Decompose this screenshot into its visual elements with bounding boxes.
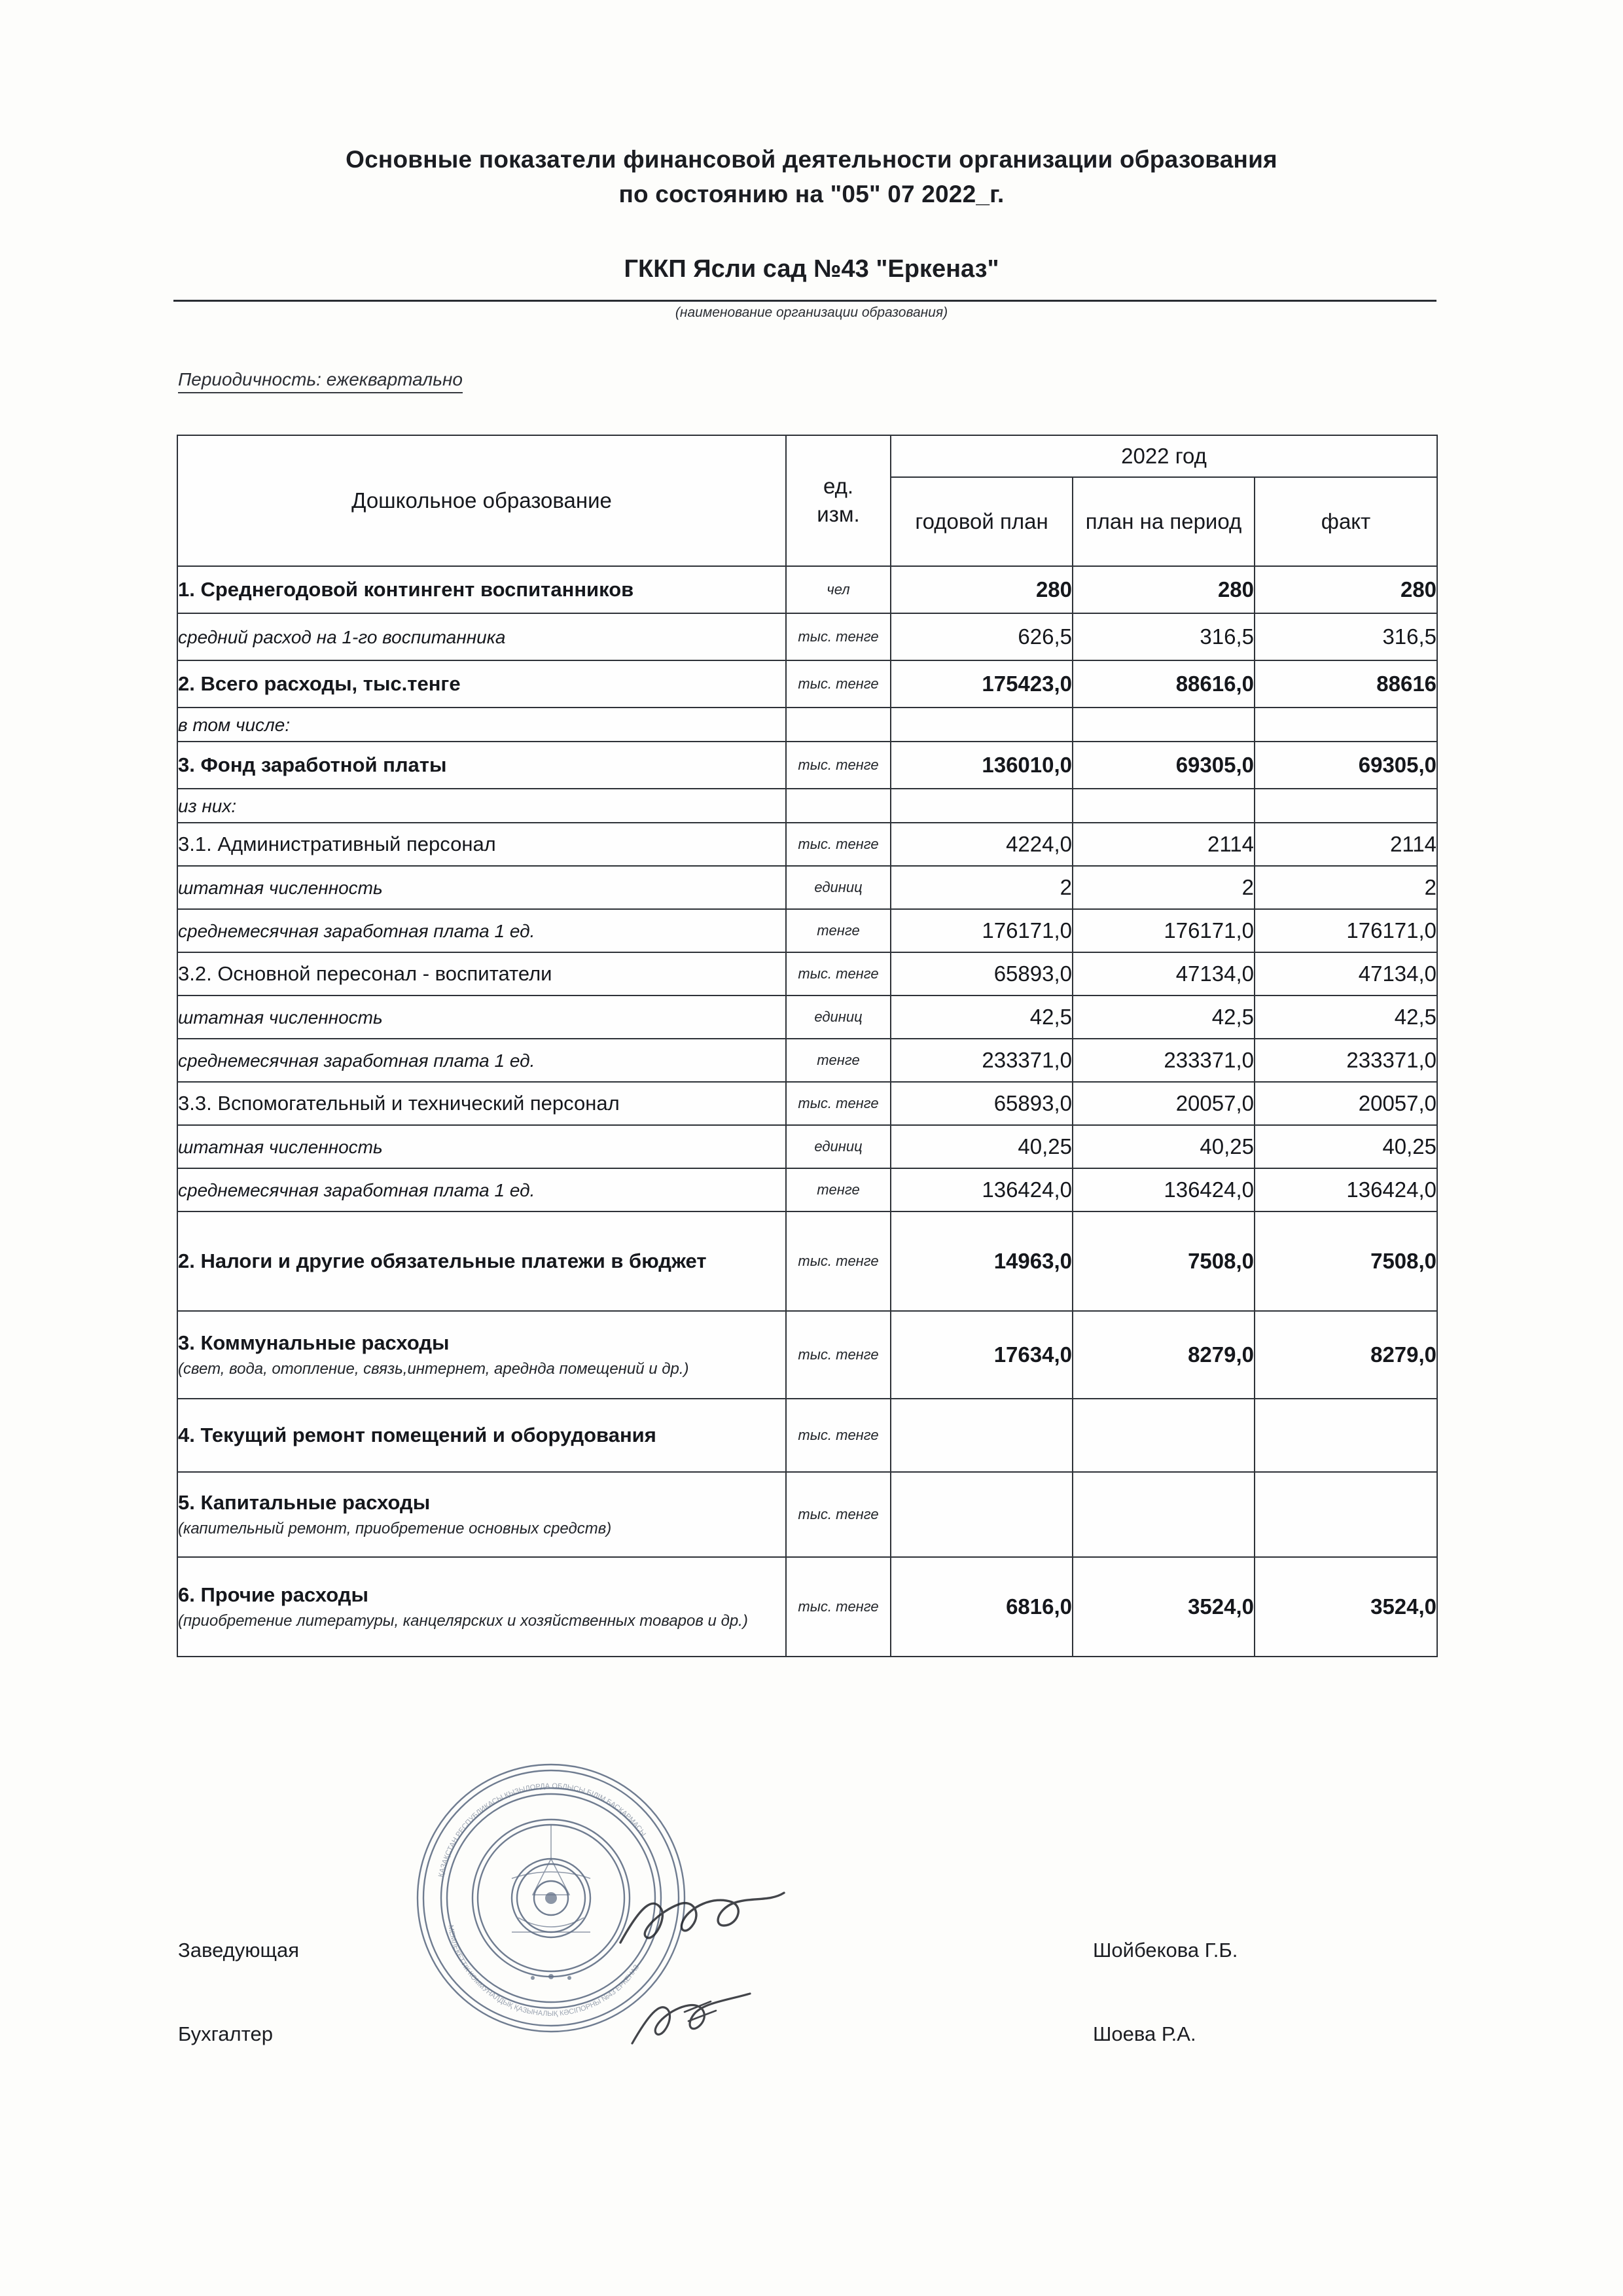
row-period-plan-cell: 40,25 [1073,1125,1255,1168]
column-header-unit-line1: ед. [823,474,854,499]
table-row [177,660,1437,708]
row-label-cell: 1. Среднегодовой контингент воспитанников [177,566,786,613]
financial-indicators-table [177,435,1438,1657]
row-label-cell: среднемесячная заработная плата 1 ед. [177,1039,786,1082]
row-label-cell: 3.2. Основной пересонал - воспитатели [177,952,786,996]
row-label-cell: в том числе: [177,708,786,742]
row-period-plan-cell: 8279,0 [1073,1311,1255,1399]
row-unit-cell: тенге [786,909,891,952]
row-year-plan-cell: 175423,0 [891,660,1073,708]
row-year-plan-cell [891,789,1073,823]
row-period-plan-cell: 233371,0 [1073,1039,1255,1082]
document-header [0,143,1623,211]
row-label-cell: 2. Налоги и другие обязательные платежи в бюджет [177,1211,786,1311]
row-year-plan-cell: 40,25 [891,1125,1073,1168]
row-fact-cell: 136424,0 [1255,1168,1437,1211]
row-fact-cell: 280 [1255,566,1437,613]
row-period-plan-cell: 3524,0 [1073,1557,1255,1657]
row-fact-cell: 42,5 [1255,996,1437,1039]
row-fact-cell: 7508,0 [1255,1211,1437,1311]
official-seal-stamp [414,1761,688,2036]
row-period-plan-cell: 136424,0 [1073,1168,1255,1211]
row-year-plan-cell: 280 [891,566,1073,613]
row-label-cell: 3. Коммунальные расходы (свет, вода, отопление, связь,интернет, аредндa помещений и др.) [177,1311,786,1399]
table-row [177,742,1437,789]
row-unit-cell: тыс. тенге [786,952,891,996]
row-unit-cell: тыс. тенге [786,1557,891,1657]
row-fact-cell [1255,1399,1437,1472]
table-row [177,1211,1437,1311]
row-period-plan-cell: 69305,0 [1073,742,1255,789]
table-header-row-top [177,435,1437,477]
row-unit-cell [786,708,891,742]
row-period-plan-cell [1073,1399,1255,1472]
table-head [177,435,1437,566]
row-period-plan-cell [1073,708,1255,742]
row-period-plan-cell: 88616,0 [1073,660,1255,708]
row-fact-cell: 8279,0 [1255,1311,1437,1399]
row-year-plan-cell: 233371,0 [891,1039,1073,1082]
row-fact-cell [1255,708,1437,742]
row-year-plan-cell [891,1472,1073,1557]
row-fact-cell: 316,5 [1255,613,1437,660]
row-year-plan-cell: 42,5 [891,996,1073,1039]
row-year-plan-cell: 2 [891,866,1073,909]
row-period-plan-cell: 47134,0 [1073,952,1255,996]
row-unit-cell: тыс. тенге [786,1211,891,1311]
row-period-plan-cell: 2114 [1073,823,1255,866]
table-row [177,789,1437,823]
row-fact-cell: 40,25 [1255,1125,1437,1168]
row-label-cell: 6. Прочие расходы (приобретение литературы, канцелярских и хозяйственных товаров и др.) [177,1557,786,1657]
column-header-year: 2022 год [891,435,1437,477]
column-header-year-plan: годовой план [891,477,1073,566]
column-header-fact: факт [1255,477,1437,566]
row-period-plan-cell: 316,5 [1073,613,1255,660]
row-label-note: (приобретение литературы, канцелярских и хозяйственных товаров и др.) [178,1612,748,1630]
row-unit-cell: единиц [786,996,891,1039]
svg-text:МЕМЛЕКЕТТІК КОММУНАЛДЫҚ ҚАЗЫНА: МЕМЛЕКЕТТІК КОММУНАЛДЫҚ ҚАЗЫНАЛЫҚ КӘСІПОРНЫ №43 ЕРКЕНАЗ [446,1924,641,2018]
signature-name-head: Шойбекова Г.Б. [1093,1939,1238,1962]
row-label-cell: штатная численность [177,866,786,909]
row-label-cell: 3. Фонд заработной платы [177,742,786,789]
column-header-period-plan: план на период [1073,477,1255,566]
row-label-cell: штатная численность [177,1125,786,1168]
row-label-note: (капительный ремонт, приобретение основных средств) [178,1520,612,1538]
table-row [177,952,1437,996]
row-period-plan-cell: 20057,0 [1073,1082,1255,1125]
svg-text:ҚАЗАҚСТАН РЕСПУБЛИКАСЫ ҚЫЗЫЛОР: ҚАЗАҚСТАН РЕСПУБЛИКАСЫ ҚЫЗЫЛОРДА ОБЛЫСЫ БІЛІМ БАСҚАРМАСЫ [437,1782,647,1878]
row-unit-cell: тыс. тенге [786,660,891,708]
row-period-plan-cell: 176171,0 [1073,909,1255,952]
row-unit-cell: тыс. тенге [786,1472,891,1557]
row-unit-cell: тыс. тенге [786,1399,891,1472]
row-label-cell: среднемесячная заработная плата 1 ед. [177,1168,786,1211]
row-unit-cell: единиц [786,866,891,909]
table-row [177,823,1437,866]
row-fact-cell: 88616 [1255,660,1437,708]
row-period-plan-cell [1073,789,1255,823]
financial-table-wrapper [177,435,1436,1657]
row-fact-cell: 176171,0 [1255,909,1437,952]
document-title-line-1: Основные показатели финансовой деятельности организации образования [346,146,1277,173]
table-row [177,1039,1437,1082]
signature-role-head: Заведующая [178,1939,300,1962]
row-fact-cell: 20057,0 [1255,1082,1437,1125]
organization-rule [173,300,1436,302]
row-unit-cell: тыс. тенге [786,742,891,789]
row-fact-cell [1255,1472,1437,1557]
table-row [177,566,1437,613]
table-row [177,1399,1437,1472]
table-row [177,909,1437,952]
row-year-plan-cell: 14963,0 [891,1211,1073,1311]
row-unit-cell [786,789,891,823]
row-unit-cell: тенге [786,1168,891,1211]
row-label-cell: штатная численность [177,996,786,1039]
row-period-plan-cell [1073,1472,1255,1557]
row-label-cell: 5. Капитальные расходы (капительный ремонт, приобретение основных средств) [177,1472,786,1557]
row-year-plan-cell: 6816,0 [891,1557,1073,1657]
table-row [177,1168,1437,1211]
row-label-cell: средний расход на 1-го воспитанника [177,613,786,660]
row-fact-cell: 233371,0 [1255,1039,1437,1082]
periodicity-label: Периодичность: ежеквартально [178,369,463,393]
row-year-plan-cell: 4224,0 [891,823,1073,866]
row-period-plan-cell: 7508,0 [1073,1211,1255,1311]
row-year-plan-cell: 136424,0 [891,1168,1073,1211]
row-unit-cell: тыс. тенге [786,1082,891,1125]
table-row [177,1125,1437,1168]
organization-name: ГККП Ясли сад №43 "Еркеназ" [624,255,999,283]
row-fact-cell: 2 [1255,866,1437,909]
row-period-plan-cell: 42,5 [1073,996,1255,1039]
table-row [177,1472,1437,1557]
row-year-plan-cell: 176171,0 [891,909,1073,952]
row-unit-cell: тыс. тенге [786,613,891,660]
row-year-plan-cell: 136010,0 [891,742,1073,789]
row-label-cell: среднемесячная заработная плата 1 ед. [177,909,786,952]
row-unit-cell: чел [786,566,891,613]
row-unit-cell: тенге [786,1039,891,1082]
table-row [177,1557,1437,1657]
row-label-cell: 4. Текущий ремонт помещений и оборудования [177,1399,786,1472]
row-label-cell: 2. Всего расходы, тыс.тенге [177,660,786,708]
row-label-cell: из них: [177,789,786,823]
column-header-name: Дошкольное образование [177,435,786,566]
row-year-plan-cell [891,1399,1073,1472]
row-year-plan-cell: 65893,0 [891,952,1073,996]
row-unit-cell: тыс. тенге [786,1311,891,1399]
row-fact-cell: 69305,0 [1255,742,1437,789]
table-row [177,1311,1437,1399]
table-row [177,996,1437,1039]
row-fact-cell: 3524,0 [1255,1557,1437,1657]
column-header-unit-line2: изм. [817,502,860,526]
row-year-plan-cell: 17634,0 [891,1311,1073,1399]
row-label-cell: 3.1. Административный персонал [177,823,786,866]
row-unit-cell: тыс. тенге [786,823,891,866]
signature-role-accountant: Бухгалтер [178,2022,273,2045]
row-fact-cell [1255,789,1437,823]
row-year-plan-cell: 626,5 [891,613,1073,660]
table-row [177,1082,1437,1125]
table-row [177,708,1437,742]
row-unit-cell: единиц [786,1125,891,1168]
column-header-unit [786,435,891,566]
row-period-plan-cell: 280 [1073,566,1255,613]
row-period-plan-cell: 2 [1073,866,1255,909]
document-title-line-2: по состоянию на "05" 07 2022_г. [618,180,1005,207]
table-row [177,866,1437,909]
organization-caption: (наименование организации образования) [675,305,948,320]
table-body [177,566,1437,1657]
row-label-note: (свет, вода, отопление, связь,интернет, аредндa помещений и др.) [178,1360,689,1378]
row-fact-cell: 2114 [1255,823,1437,866]
row-label-cell: 3.3. Вспомогательный и технический персонал [177,1082,786,1125]
row-year-plan-cell [891,708,1073,742]
row-year-plan-cell: 65893,0 [891,1082,1073,1125]
row-fact-cell: 47134,0 [1255,952,1437,996]
signature-name-accountant: Шоева Р.А. [1093,2022,1196,2045]
table-row [177,613,1437,660]
